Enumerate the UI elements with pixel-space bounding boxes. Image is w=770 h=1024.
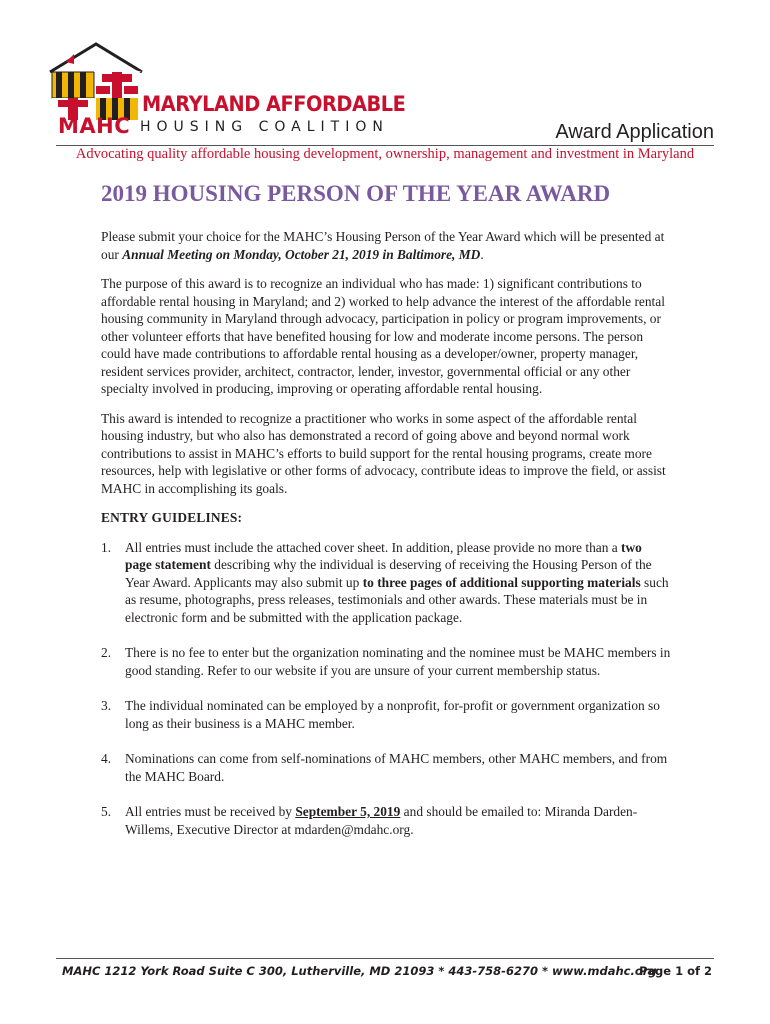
guidelines-list bbox=[101, 539, 671, 839]
emphasis: to three pages of additional supporting materials bbox=[362, 574, 641, 590]
item-number: 1. bbox=[101, 539, 112, 555]
item-text: Nominations can come from self-nominations of MAHC members, other MAHC members, and from the MAHC Board. bbox=[125, 751, 668, 784]
page-number: Page 1 of 2 bbox=[639, 964, 712, 978]
item-number: 3. bbox=[101, 698, 112, 713]
guidelines-heading: ENTRY GUIDELINES: bbox=[101, 510, 243, 525]
intent-paragraph: This award is intended to recognize a practitioner who works in some aspect of the affordable rental housing industry, but who also has demonstrated a record of going above and beyond normal work contributions to assist in MAHC’s efforts to build support for the rental housing programs, create more resources, help with legislative or other forms of advocacy, contribute ideas to improve the field, or assist MAHC in accomplishing its goals. bbox=[101, 410, 666, 496]
intro-text: Please submit your choice for the MAHC’s Housing Person of the Year Award which will be presented at our bbox=[101, 229, 665, 262]
tagline: Advocating quality affordable housing development, ownership, management and investment in Maryland bbox=[75, 146, 695, 162]
item-number: 5. bbox=[101, 804, 112, 819]
list-item bbox=[101, 697, 671, 732]
item-text: All entries must be received by bbox=[125, 804, 296, 819]
document-type: Award Application bbox=[555, 121, 714, 143]
list-item bbox=[101, 644, 671, 679]
item-text: describing why the individual is deserving of receiving the Housing Person of the Year Award. Applicants may also submit up bbox=[125, 557, 652, 590]
emphasis: two page statement bbox=[125, 539, 642, 572]
footer-divider bbox=[56, 958, 714, 959]
meeting-info: Annual Meeting on Monday, October 21, 2019 in Baltimore, MD bbox=[122, 246, 481, 262]
list-item bbox=[101, 539, 671, 627]
item-number: 4. bbox=[101, 751, 112, 766]
list-item bbox=[101, 750, 671, 785]
item-text: such as resume, photographs, press releases, testimonials and other awards. These materials must be in electronic form and be submitted with the application package. bbox=[125, 574, 669, 625]
item-text: and should be emailed to: Miranda Darden-Willems, Executive Director at mdarden@mdahc.org. bbox=[125, 804, 638, 837]
org-acronym: MAHC bbox=[58, 114, 131, 138]
page-title: 2019 HOUSING PERSON OF THE YEAR AWARD bbox=[101, 181, 611, 206]
item-text: The individual nominated can be employed by a nonprofit, for-profit or government organization so long as their business is a MAHC member. bbox=[125, 698, 660, 731]
footer-address: MAHC 1212 York Road Suite C 300, Lutherville, MD 21093 * 443-758-6270 * www.mdahc.org bbox=[62, 964, 657, 978]
purpose-paragraph: The purpose of this award is to recognize an individual who has made: 1) significant contributions to affordable rental housing in Maryland; and 2) worked to help advance the interest of the affordable rental housing community in Maryland through advocacy, participation in policy or program improvements, or other volunteer efforts that have benefited housing for low and moderate income persons. The person could have made contributions to affordable rental housing as a developer/owner, property manager, resident services provider, architect, contractor, lender, investor, governmental official or any other specialty involved in producing, improving or operating affordable rental housing. bbox=[101, 276, 665, 396]
deadline-date: September 5, 2019 bbox=[295, 804, 401, 819]
document-body bbox=[101, 228, 671, 856]
item-number: 2. bbox=[101, 645, 112, 660]
maryland-flag-house-icon bbox=[46, 42, 146, 122]
item-text: All entries must include the attached cover sheet. In addition, please provide no more than a bbox=[125, 539, 622, 555]
org-name: MARYLAND AFFORDABLE bbox=[142, 92, 406, 116]
intro-paragraph bbox=[101, 228, 671, 263]
list-item bbox=[101, 803, 671, 838]
org-subtitle: HOUSING COALITION bbox=[140, 119, 389, 135]
intro-end: . bbox=[480, 246, 484, 262]
item-text: There is no fee to enter but the organization nominating and the nominee must be MAHC members in good standing. Refer to our website if you are unsure of your current membership status. bbox=[125, 645, 671, 678]
